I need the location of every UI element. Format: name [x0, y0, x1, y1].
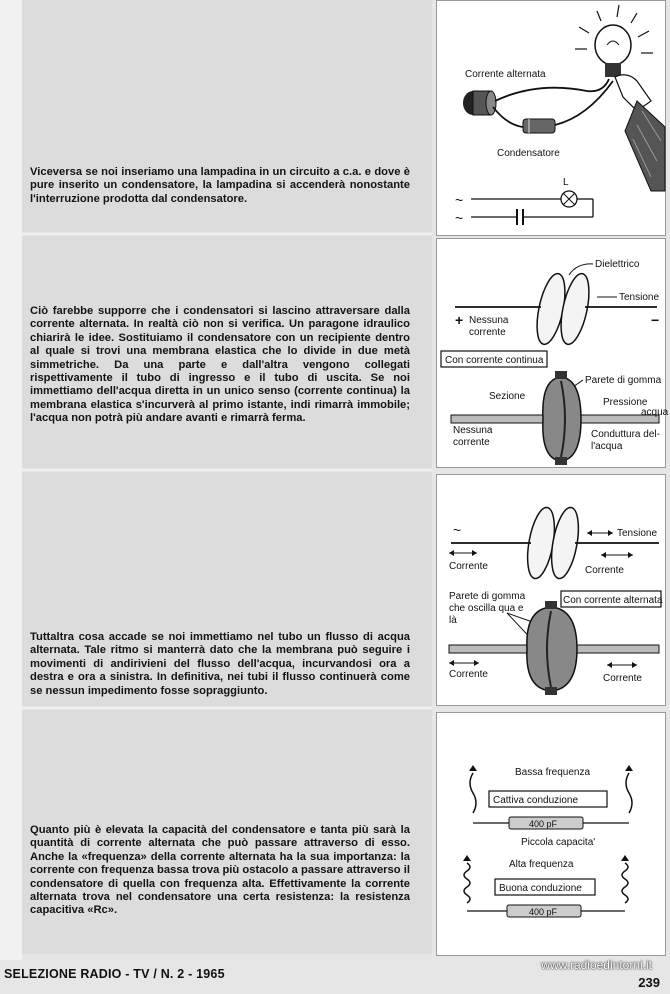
ac-source-symbol-bottom: ~	[455, 210, 464, 226]
label-rubber-wall: Parete di gomma	[585, 375, 662, 386]
label-current-left: Corrente	[449, 561, 488, 572]
capacitor-plates-icon	[532, 271, 594, 346]
label-ac-current: Corrente alternata	[465, 69, 546, 80]
double-arrow-icon	[587, 530, 613, 536]
label-rubber-wall-3: là	[449, 615, 457, 626]
label-dc-box: Con corrente continua	[445, 355, 544, 366]
plug-icon	[463, 91, 496, 115]
label-water-pressure-2: acqua	[641, 407, 669, 418]
website-watermark: www.radioedintorni.it	[541, 958, 652, 972]
label-conduit-2: l'acqua	[591, 441, 623, 452]
label-high-frequency: Alta frequenza	[509, 859, 574, 870]
minus-sign: −	[651, 312, 660, 328]
label-current-right: Corrente	[585, 565, 624, 576]
label-no-current-1: Nessuna	[469, 315, 509, 326]
label-cap-value-1: 400 pF	[529, 819, 558, 829]
label-ac-box: Con corrente alternata	[563, 595, 663, 606]
magazine-footer: SELEZIONE RADIO - TV / N. 2 - 1965	[4, 967, 225, 981]
plus-sign: +	[455, 312, 464, 328]
paragraph-capacitive-resistance: Quanto più è elevata la capacità del condensatore e tanta più sarà la quantità di corrente alternata che può passare attraverso di esso. Anche la «frequenza» della corrente alternata ha la sua importanza: la corrente con frequenza bassa trova più ostacolo a passare attraverso il condensatore di quella con frequenza alta. Effettivamente la corrente alternata trova nel condensatore una certa resistenza: la resistenza capacitiva «Rc».	[30, 824, 410, 917]
capacitor-icon	[523, 119, 555, 133]
label-rubber-wall-2: che oscilla qua e	[449, 603, 524, 614]
label-good-conduction: Buona conduzione	[499, 883, 582, 894]
label-low-frequency: Bassa frequenza	[515, 767, 591, 778]
paragraph-lamp-circuit: Viceversa se noi inseriamo una lampadina in un circuito a c.a. e dove è pure inserito un condensatore, la lampadina si accenderà nonostante l'interruzione prodotta dal condensatore.	[30, 166, 410, 205]
capacitor-plates-icon	[523, 505, 583, 580]
ac-source-symbol-top: ~	[455, 192, 464, 208]
label-voltage: Tensione	[617, 528, 658, 539]
page-margin-strip	[0, 0, 22, 960]
label-capacitor: Condensatore	[497, 148, 560, 159]
lamp-symbol-label: L	[563, 177, 569, 188]
label-bad-conduction: Cattiva conduzione	[493, 795, 579, 806]
paragraph-alternating-flow: Tuttaltra cosa accade se noi immettiamo nel tubo un flusso di acqua alternata. Tale ritmo si manterrà dato che la membrana può seguire i movimenti di andirivieni del flusso dell'acqua, incurvandosi ora a destra e ora a sinistra. In definitiva, nei tubi il flusso continuerà come se nessun impedimento fosse sopraggiunto.	[30, 631, 410, 697]
hand-icon	[615, 75, 665, 191]
label-no-current-2: corrente	[469, 327, 506, 338]
label-no-current-b1: Nessuna	[453, 425, 493, 436]
page-number: 239	[638, 975, 660, 990]
figure-alternating-current-analogy	[436, 474, 666, 706]
label-cap-value-2: 400 pF	[529, 907, 558, 917]
label-dielectric: Dielettrico	[595, 259, 640, 270]
label-no-current-b2: corrente	[453, 437, 490, 448]
label-section: Sezione	[489, 391, 526, 402]
figure-lamp-circuit	[436, 0, 666, 236]
label-water-pressure-1: Pressione	[603, 397, 648, 408]
ac-source-symbol: ~	[453, 522, 462, 538]
label-rubber-wall-1: Parete di gomma	[449, 591, 526, 602]
circuit-schematic	[455, 177, 593, 226]
label-voltage: Tensione	[619, 292, 660, 303]
divider	[10, 707, 432, 709]
paragraph-hydraulic-analogy: Ciò farebbe supporre che i condensatori si lascino attraversare dalla corrente alternata. In realtà ciò non si verifica. Un paragone idraulico chiarirà le idee. Sostituiamo il condensatore con un recipiente dentro al quale si trovi una membrana elastica che lo divide in due metà simmetriche. Da una parte e dall'altra vengono collegati rispettivamente il tubo di ingresso e il tubo di uscita. Se noi immettiamo dell'acqua diretta in un unico senso (corrente continua) la membrana elastica s'incurverà al primo istante, indi rimarrà immobile; l'acqua non potrà più andare avanti e rimarrà ferma.	[30, 305, 410, 425]
lamp-icon	[575, 5, 653, 77]
divider	[10, 469, 432, 471]
label-current-right-b: Corrente	[603, 673, 642, 684]
divider	[10, 233, 432, 235]
label-small-capacity: Piccola capacita'	[521, 837, 596, 848]
label-current-left-b: Corrente	[449, 669, 488, 680]
figure-direct-current-analogy	[436, 238, 669, 468]
label-conduit-1: Conduttura del-	[591, 429, 660, 440]
figure-frequency-comparison	[436, 712, 666, 956]
